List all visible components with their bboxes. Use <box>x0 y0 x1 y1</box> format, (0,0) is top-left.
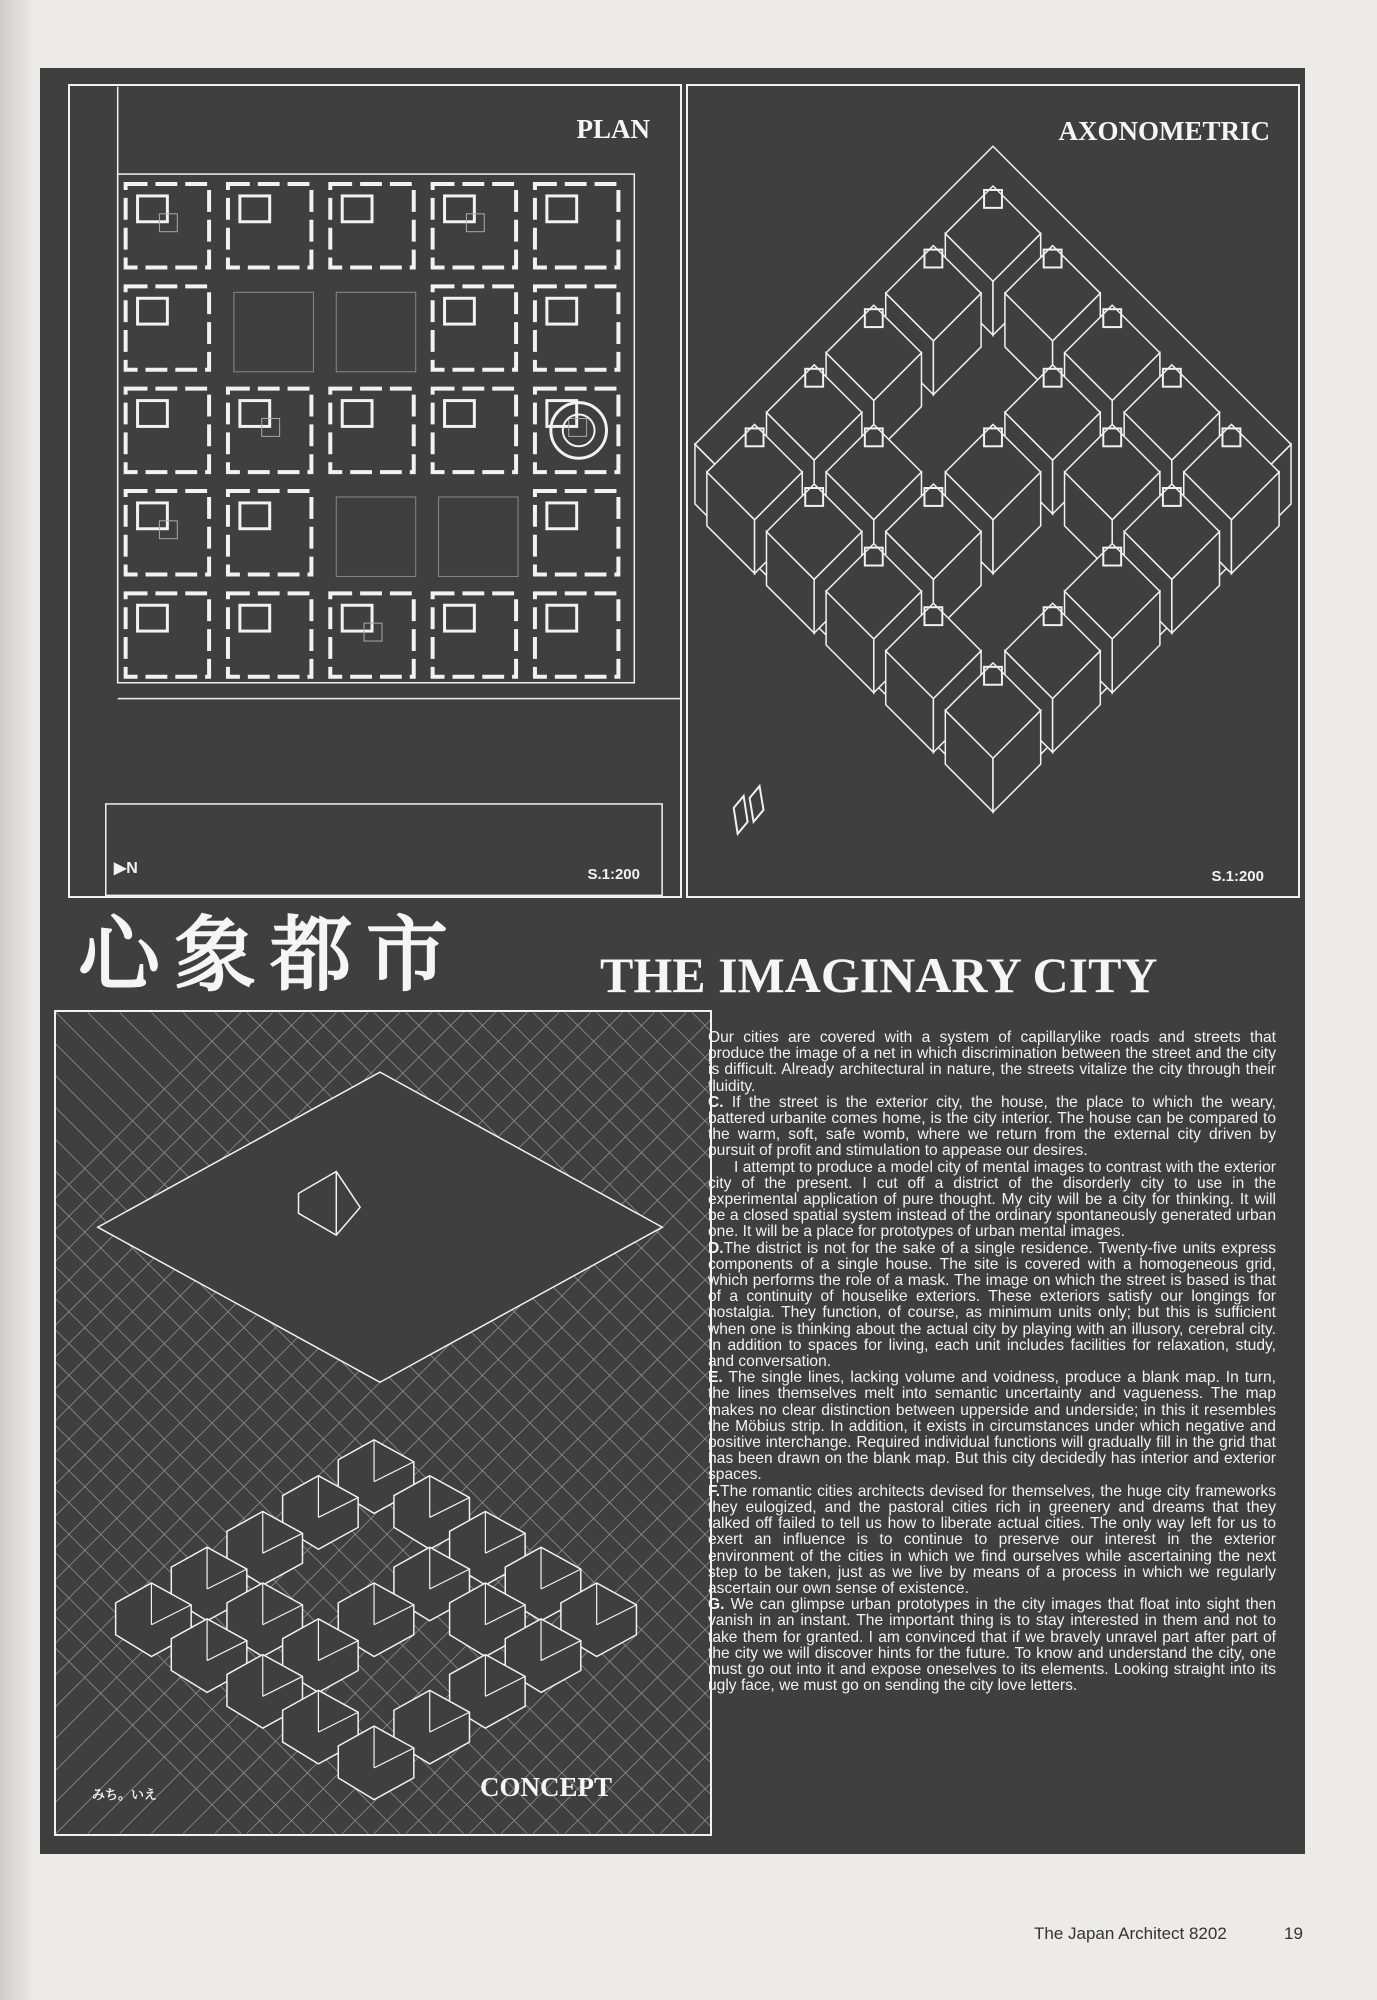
section-mark-c: C. <box>708 1093 724 1111</box>
plan-empty-plot <box>234 292 313 371</box>
concept-drawing <box>56 1012 710 1834</box>
plan-unit-room <box>445 605 475 631</box>
plan-unit-room <box>445 196 475 222</box>
plan-unit-room <box>547 503 577 529</box>
plan-legend-box <box>106 804 662 895</box>
axonometric-label: AXONOMETRIC <box>1058 116 1270 146</box>
plan-unit-room <box>240 605 270 631</box>
page-gutter-shadow <box>0 0 34 2000</box>
paragraph-f <box>708 1484 1276 1597</box>
concept-grid-line <box>660 1013 710 1834</box>
axo-figure-mark <box>750 786 764 822</box>
paragraph-intro: Our cities are covered with a system of capillarylike roads and streets that produce the image of a net in which discrimination between the street and the city is difficult. Already architectural in nature, the streets vitalize the city through their fluidity. <box>708 1029 1276 1095</box>
page-number: 19 <box>1284 1924 1303 1943</box>
concept-grid-line <box>597 1013 710 1834</box>
axo-figure-mark <box>734 796 748 834</box>
plan-unit-room <box>445 401 475 427</box>
concept-grid-line <box>501 1013 710 1834</box>
section-mark-f: F. <box>708 1482 721 1500</box>
section-mark-g: G. <box>708 1596 725 1614</box>
concept-grid-line <box>628 1013 710 1834</box>
plan-unit-room <box>240 401 270 427</box>
concept-panel <box>54 1010 712 1836</box>
concept-label: CONCEPT <box>480 1772 613 1802</box>
plan-unit-room <box>547 298 577 324</box>
plan-empty-plot <box>439 497 518 576</box>
plan-unit-room <box>342 196 372 222</box>
plan-label: PLAN <box>576 114 650 144</box>
concept-grid-line <box>501 1013 710 1834</box>
paragraph-g-text: We can glimpse urban prototypes in the city images that float into sight then vanish in an instant. The important thing is to stay interested in them and not to take them for granted. I am convinced that if we bravely unravel part after part of the city we will discover hints for the future. To know and understand the city, one must go out into it and expose oneselves to its elements. Looking straight into its ugly face, we must go on sending the city love letters. <box>708 1596 1276 1695</box>
article-body <box>708 1030 1276 1694</box>
paragraph-model-city: I attempt to produce a model city of mental images to contrast with the exterior city of the present. I cut off a district of the disorderly city to use in the experimental application of pure thought. My city will be a city for thinking. It will be a closed spatial system instead of the ordinary spontaneously generated urban one. It will be a place for prototypes of urban mental images. <box>708 1158 1276 1241</box>
plan-unit-room <box>240 196 270 222</box>
plan-panel <box>68 84 682 898</box>
plan-empty-plot <box>336 292 415 371</box>
paragraph-d-text: The district is not for the sake of a single residence. Twenty-five units express components of a single house. The site is covered with a homogeneous grid, which performs the role of a mask. The image on which the street is based is that of a continuity of houselike exteriors. These exteriors satisfy our longings for nostalgia. They function, of course, as minimum units only; but this is sufficient when one is thinking about the actual city by playing with an illusory, cerebral city. In addition to spaces for living, each unit includes facilities for relaxation, study, and conversation. <box>708 1239 1276 1371</box>
concept-grid-line <box>597 1013 710 1834</box>
plan-round-room <box>551 403 607 459</box>
plan-unit-room <box>342 605 372 631</box>
axonometric-panel <box>686 84 1300 898</box>
paragraph-g <box>708 1597 1276 1694</box>
plan-unit-room <box>547 605 577 631</box>
plan-empty-plot <box>336 497 415 576</box>
concept-grid-line <box>533 1013 710 1834</box>
axonometric-drawing <box>688 86 1298 896</box>
concept-grid-line <box>628 1013 710 1834</box>
concept-plane <box>98 1072 663 1382</box>
concept-grid-line <box>660 1013 710 1834</box>
plan-unit-room <box>138 401 168 427</box>
concept-grid-line <box>533 1013 710 1834</box>
publication-name: The Japan Architect 8202 <box>1034 1924 1227 1943</box>
paragraph-e-text: The single lines, lacking volume and voidness, produce a blank map. In turn, the lines themselves melt into semantic uncertainty and vagueness. The map makes no clear distinction between upperside and underside; in this it resembles the Möbius strip. In addition, it exists in circumstances under which negative and positive interchange. Required individual functions will gradually fill in the grid that has been drawn on the blank map. But this city decidedly has interior and exterior spaces. <box>708 1369 1276 1484</box>
plan-drawing <box>70 86 680 896</box>
paragraph-e <box>708 1370 1276 1483</box>
plan-unit-room <box>138 605 168 631</box>
plan-unit-room <box>547 196 577 222</box>
plan-unit-room <box>138 196 168 222</box>
plan-scale: S.1:200 <box>587 866 640 883</box>
section-mark-e: E. <box>708 1369 723 1387</box>
artist-signature: みち。いえ <box>92 1788 158 1803</box>
plan-unit-room <box>240 503 270 529</box>
paragraph-c <box>708 1095 1276 1160</box>
section-mark-d: D. <box>708 1239 724 1257</box>
plan-unit-room <box>138 298 168 324</box>
paragraph-d <box>708 1241 1276 1371</box>
plan-unit-room <box>138 503 168 529</box>
plan-round-room <box>563 415 595 447</box>
paragraph-f-text: The romantic cities architects devised for themselves, the huge city frameworks they eulogized, and the pastoral cities rich in greenery and dreams that they talked off failed to tell us how to liberate actual cities. The only way left for us to exert an influence is to continue to preserve our interest in the exterior environment of the cities in which we find ourselves while ascertaining the next step to be taken, just as we live by means of a process in which we regularly ascertain our own sense of existence. <box>708 1482 1276 1597</box>
title-english: THE IMAGINARY CITY <box>600 947 1158 1003</box>
title-japanese: 心象都市 <box>78 908 463 1003</box>
axonometric-scale: S.1:200 <box>1211 868 1264 885</box>
paragraph-c-text: If the street is the exterior city, the house, the place to which the weary, battered urbanite comes home, is the city interior. The house can be compared to the warm, soft, safe womb, where we return from the external city driven by pursuit of profit and stimulation to appease our desires. <box>708 1093 1276 1160</box>
plan-unit-room <box>445 298 475 324</box>
north-arrow: ▶N <box>114 860 138 877</box>
plan-unit-room <box>342 401 372 427</box>
